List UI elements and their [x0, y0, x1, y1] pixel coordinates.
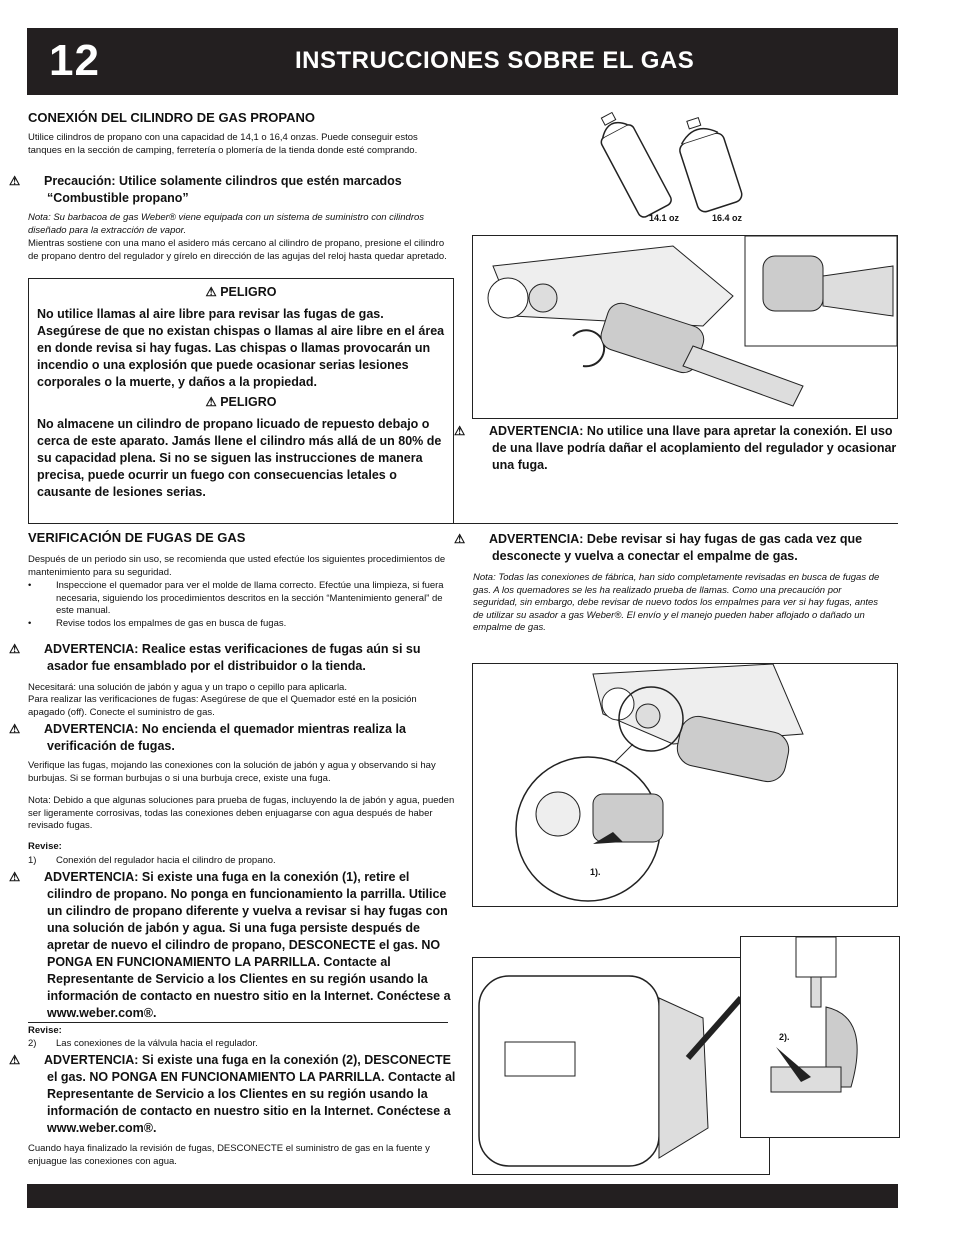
revise-item-2 — [28, 1038, 453, 1051]
leak-check-inset-2 — [740, 936, 900, 1138]
section-heading-leaks: VERIFICACIÓN DE FUGAS DE GAS — [28, 530, 246, 545]
warning-icon: ⚠ — [9, 722, 21, 736]
caution-propane-label — [9, 173, 458, 207]
check-text: Verifique las fugas, mojando las conexiones con la solución de jabón y agua y observando si hay burbujas. Si se forman burbujas o si una burbuja crece, existe una fuga. — [28, 760, 436, 784]
revise-item-1 — [28, 855, 453, 868]
warning-wrench — [454, 423, 898, 474]
danger-text-1: No utilice llamas al aire libre para revisar las fugas de gas. Asegúrese de que no existan chispas o llamas al aire libre en el área en donde revisa si hay fugas. Las chispas o llamas provocarán un incendio o una explosión que puede ocasionar serias lesiones corporales o la muerte, y daños a la propiedad. — [37, 307, 445, 389]
propane-intro-text: Utilice cilindros de propano con una capacidad de 14,1 o 16,4 onzas. Puede conseguir estos tanques en la sección de camping, ferretería o plomería de la tienda donde esté comprando. — [28, 132, 418, 156]
connection-2-label: 2). — [779, 1032, 790, 1042]
cylinder-label-16: 16.4 oz — [712, 213, 743, 223]
leak-check-illustration-1-icon — [473, 664, 897, 906]
leak-check-figure-1 — [472, 663, 898, 907]
revise-label-2: Revise: — [28, 1025, 62, 1036]
list-number: 2) — [28, 1038, 37, 1049]
warning-leak-1 — [9, 869, 456, 1022]
warning-icon: ⚠ — [9, 870, 21, 884]
leak-check-illustration-2-icon — [473, 958, 769, 1174]
caution-text: Precaución: Utilice solamente cilindros que estén marcados “Combustible propano” — [44, 174, 402, 205]
warning-icon: ⚠ — [205, 285, 217, 299]
prep-text: Para realizar las verificaciones de fugas: Asegúrese de que el Quemador esté en la posición apagado (off). Conecte el suministro de gas. — [28, 694, 417, 718]
danger-box — [28, 278, 454, 524]
warning-assembled — [9, 641, 453, 675]
bullet-mark: • — [28, 617, 32, 629]
list-number: 1) — [28, 855, 37, 866]
bullet-text: Revise todos los empalmes de gas en busca de fugas. — [56, 617, 287, 629]
cylinders-illustration — [578, 107, 778, 229]
page-number: 12 — [49, 36, 100, 85]
section-heading-propane: CONEXIÓN DEL CILINDRO DE GAS PROPANO — [28, 110, 315, 125]
factory-note: Nota: Todas las conexiones de fábrica, han sido completamente revisadas en busca de fugas de gas. A los quemadores se les ha realizado prueba de llamas. Como una precaución por seguridad, sin embargo, debe revisar de nuevo todos los empalmes para ver si hay fugas, antes de utilizar su asador a gas Weber®. El envío y el manejo pueden haber aflojado o dañado un empalme de gas. — [473, 572, 880, 633]
connect-cylinder-illustration-icon — [473, 236, 897, 418]
warning-icon: ⚠ — [9, 642, 21, 656]
bullet-list — [28, 580, 453, 630]
page-header — [27, 28, 898, 95]
danger-title-text: PELIGRO — [220, 285, 277, 299]
revise-item-text: Las conexiones de la válvula hacia el regulador. — [56, 1038, 258, 1049]
warning-icon: ⚠ — [9, 174, 21, 188]
warning-leak-1-text: ADVERTENCIA: Si existe una fuga en la conexión (1), retire el cilindro de propano. No ponga en funcionamiento la parrilla. Utilice un cilindro de propano diferente y vuelva a revisar si hay fugas con una solución de jabón y agua. Si una fuga persiste después de apretar de nuevo el cilindro de propano, DESCONECTE el gas. NO PONGA EN FUNCIONAMIENTO LA PARRILLA. Contacte al Representante de Servicio a los Clientes en su región usando la información de contacto en nuestro sitio en la Internet. Conéctese a www.weber.com®. — [44, 870, 451, 1020]
propane-cylinders-icon — [578, 107, 778, 229]
warning-icon: ⚠ — [454, 424, 466, 438]
warning-leak-2-text: ADVERTENCIA: Si existe una fuga en la conexión (2), DESCONECTE el gas. NO PONGA EN FUNCIONAMIENTO LA PARRILLA. Contacte al Representante de Servicio a los Clientes en su región usando la información de contacto en nuestro sitio en la Internet. Conéctese a www.weber.com®. — [44, 1053, 456, 1135]
leak-intro-text: Después de un periodo sin uso, se recomienda que usted efectúe los siguientes procedimientos de mantenimiento para su seguridad. — [28, 554, 446, 578]
danger-title-2 — [37, 394, 445, 409]
cylinder-install-instructions: Mientras sostiene con una mano el asidero más cercano al cilindro de propano, presione el cilindro de propano dentro del regulador y gírelo en dirección de las agujas del reloj hasta quedar apretado. — [28, 238, 447, 262]
warning-no-light-text: ADVERTENCIA: No encienda el quemador mientras realiza la verificación de fugas. — [44, 722, 406, 753]
bullet-mark: • — [28, 580, 32, 591]
warning-icon: ⚠ — [205, 395, 217, 409]
danger-title-text: PELIGRO — [220, 395, 277, 409]
divider-line — [28, 1022, 448, 1023]
danger-title-1 — [37, 284, 445, 299]
list-item — [28, 618, 453, 631]
warning-leak-2 — [9, 1052, 456, 1137]
warning-assembled-text: ADVERTENCIA: Realice estas verificaciones de fugas aún si su asador fue ensamblado por el distribuidor o la tienda. — [44, 642, 421, 673]
warning-no-light — [9, 721, 453, 755]
list-item — [28, 580, 453, 618]
divider-line — [452, 523, 898, 524]
warning-reconnect — [454, 531, 898, 565]
warning-icon: ⚠ — [9, 1053, 21, 1067]
connect-cylinder-figure — [472, 235, 898, 419]
danger-text-2: No almacene un cilindro de propano licuado de repuesto debajo o cerca de este aparato. Jamás llene el cilindro más allá de un 80% de su capacidad plena. Si no se siguen las instrucciones de manera precisa, puede ocurrir un fuego con consecuencias letales o causante de lesiones serias. — [37, 417, 442, 499]
connection-1-label: 1). — [590, 867, 601, 877]
footer-bar — [27, 1184, 898, 1208]
needs-text: Necesitará: una solución de jabón y agua y un trapo o cepillo para aplicarla. — [28, 682, 347, 693]
weber-note: Nota: Su barbacoa de gas Weber® viene equipada con un sistema de suministro con cilindros diseñado para la extracción de vapor. — [28, 212, 425, 236]
bullet-text: Inspeccione el quemador para ver el molde de llama correcto. Efectúe una limpieza, si fuera necesaria, siguiendo los procedimientos descritos en la sección “Mantenimiento general” de este manual. — [56, 580, 444, 616]
final-text: Cuando haya finalizado la revisión de fugas, DESCONECTE el suministro de gas en la fuente y enjuague las conexiones con agua. — [28, 1143, 430, 1167]
rinse-note: Nota: Debido a que algunas soluciones para prueba de fugas, incluyendo la de jabón y agua, pueden ser ligeramente corrosivas, todas las conexiones deben enjuagarse con agua después de haber revisado fugas. — [28, 795, 455, 831]
leak-check-figure-2 — [472, 957, 770, 1175]
valve-inset-icon — [741, 937, 899, 1137]
warning-icon: ⚠ — [454, 532, 466, 546]
warning-wrench-text: ADVERTENCIA: No utilice una llave para apretar la conexión. El uso de una llave podría dañar el acoplamiento del regulador y ocasionar una fuga. — [489, 424, 897, 472]
warning-reconnect-text: ADVERTENCIA: Debe revisar si hay fugas de gas cada vez que desconecte y vuelva a conectar el empalme de gas. — [489, 532, 863, 563]
revise-item-text: Conexión del regulador hacia el cilindro de propano. — [56, 855, 276, 866]
revise-label-1: Revise: — [28, 841, 62, 852]
cylinder-label-14: 14.1 oz — [649, 213, 680, 223]
page-title: INSTRUCCIONES SOBRE EL GAS — [295, 47, 695, 74]
